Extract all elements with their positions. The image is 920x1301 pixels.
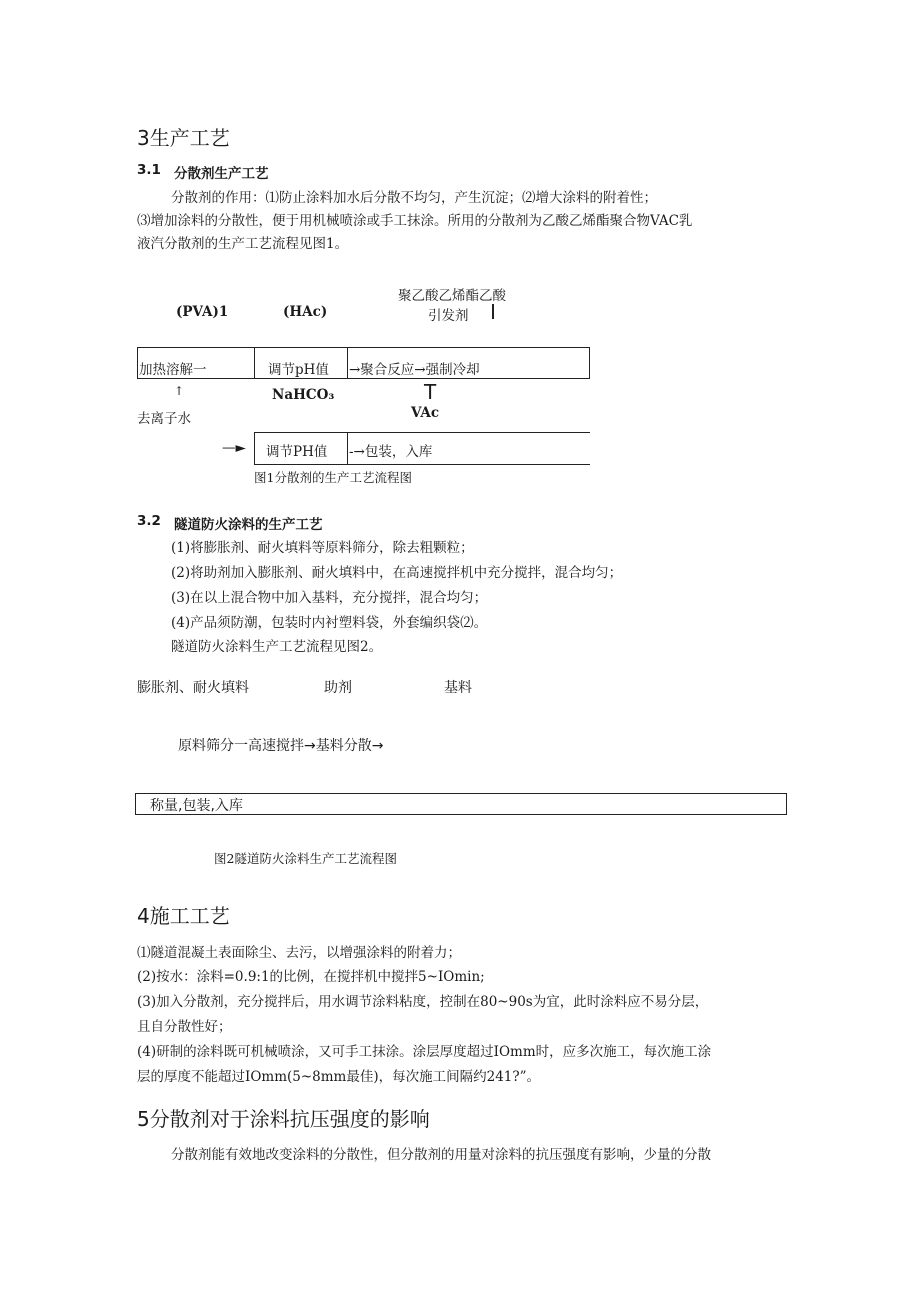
- list-item-continuation: 层的厚度不能超过IOmm(5~8mm最佳)，每次施工间隔约241?”。: [137, 1069, 541, 1085]
- up-arrow-icon: ↑: [174, 384, 185, 398]
- paragraph-line: 分散剂的作用：⑴防止涂料加水后分散不均匀，产生沉淀；⑵增大涂料的附着性；: [171, 190, 657, 206]
- flow-row-1-bottom-border: [137, 378, 590, 379]
- flow-row-2-top-border: [254, 432, 590, 433]
- step-polymerize-cool: →聚合反应→强制冷却: [349, 362, 480, 378]
- input-label-vac: VAc: [411, 405, 440, 421]
- step-heat-dissolve: 加热溶解一: [139, 362, 207, 378]
- flow-divider: [254, 347, 255, 379]
- paragraph-line: ⑶增加涂料的分散性，便于用机械喷涂或手工抹涂。所用的分散剂为乙酸乙烯酯聚合物VAC乳: [137, 213, 693, 229]
- paragraph-line: 液汽分散剂的生产工艺流程见图1。: [137, 236, 349, 252]
- input-label-hac: (HAc): [283, 304, 328, 320]
- input-label-expander-filler: 膨胀剂、耐火填料: [137, 680, 249, 696]
- section-4-title: 4施工工艺: [137, 904, 230, 928]
- figure-1-caption: 图1分散剂的生产工艺流程图: [254, 470, 412, 485]
- section-3-1-number: 3.1: [137, 162, 161, 178]
- flow-row-2-left-border: [254, 432, 255, 465]
- list-item-continuation: 且自分散性好；: [137, 1019, 232, 1035]
- flow-divider: [347, 347, 348, 379]
- list-item: (4)研制的涂料既可机械喷涂，又可手工抹涂。涂层厚度超过IOmm时，应多次施工，每次施工涂: [137, 1044, 712, 1060]
- list-item: (3)加入分散剂，充分搅拌后，用水调节涂料粘度，控制在80~90s为宜，此时涂料应不易分层，: [137, 994, 709, 1010]
- initiator-arrow-mark: [492, 304, 494, 319]
- flow-row-1-left-border: [137, 347, 138, 379]
- flow-row-1-right-border: [589, 347, 590, 379]
- input-label-additive: 助剂: [324, 680, 352, 696]
- flow-divider: [347, 432, 348, 465]
- section-5-title: 5分散剂对于涂料抗压强度的影响: [137, 1107, 430, 1131]
- flow-row-2-bottom-border: [254, 464, 590, 465]
- final-step-box: [135, 793, 787, 815]
- input-label-base-material: 基料: [444, 680, 472, 696]
- figure-2-caption: 图2隧道防火涂料生产工艺流程图: [214, 851, 397, 866]
- figure-2-reference: 隧道防火涂料生产工艺流程见图2。: [171, 639, 383, 655]
- input-label-pva: (PVA)1: [176, 304, 229, 320]
- list-item: (4)产品须防潮，包装时内衬塑料袋，外套编织袋⑵。: [171, 615, 488, 631]
- input-label-initiator: 引发剂: [428, 308, 469, 324]
- list-item: (1)将膨胀剂、耐火填料等原料筛分，除去粗颗粒；: [171, 540, 474, 556]
- list-item: (2)将助剂加入膨胀剂、耐火填料中，在高速搅拌机中充分搅拌，混合均匀；: [171, 565, 623, 581]
- section-3-title: 3生产工艺: [137, 126, 230, 150]
- t-arrow-mark: T: [424, 380, 437, 404]
- flow-steps: 原料筛分一高速搅拌→基料分散→: [178, 738, 384, 754]
- step-weigh-package-store: 称量,包装,入库: [150, 798, 243, 814]
- section-3-1-title: 分散剂生产工艺: [174, 166, 269, 182]
- section-3-2-number: 3.2: [137, 513, 161, 529]
- right-arrow-icon: —►: [222, 440, 246, 456]
- step-package-store: -→包装，入库: [349, 444, 433, 460]
- input-label-pvac-acid: 聚乙酸乙烯酯乙酸: [398, 288, 506, 304]
- list-item: (3)在以上混合物中加入基料，充分搅拌，混合均匀；: [171, 590, 488, 606]
- step-adjust-ph-2: 调节PH值: [266, 444, 328, 460]
- flow-row-1-top-border: [137, 347, 590, 348]
- step-adjust-ph: 调节pH值: [268, 362, 329, 378]
- section-3-2-title: 隧道防火涂料的生产工艺: [174, 517, 323, 533]
- input-label-deionized-water: 去离子水: [137, 411, 191, 427]
- paragraph-line: 分散剂能有效地改变涂料的分散性，但分散剂的用量对涂料的抗压强度有影响，少量的分散: [171, 1147, 711, 1163]
- list-item: (2)按水：涂料=0.9:1的比例，在搅拌机中搅拌5~IOmin;: [137, 969, 485, 985]
- list-item: ⑴隧道混凝土表面除尘、去污，以增强涂料的附着力；: [137, 945, 461, 961]
- input-label-nahco3: NaHCO₃: [272, 387, 335, 403]
